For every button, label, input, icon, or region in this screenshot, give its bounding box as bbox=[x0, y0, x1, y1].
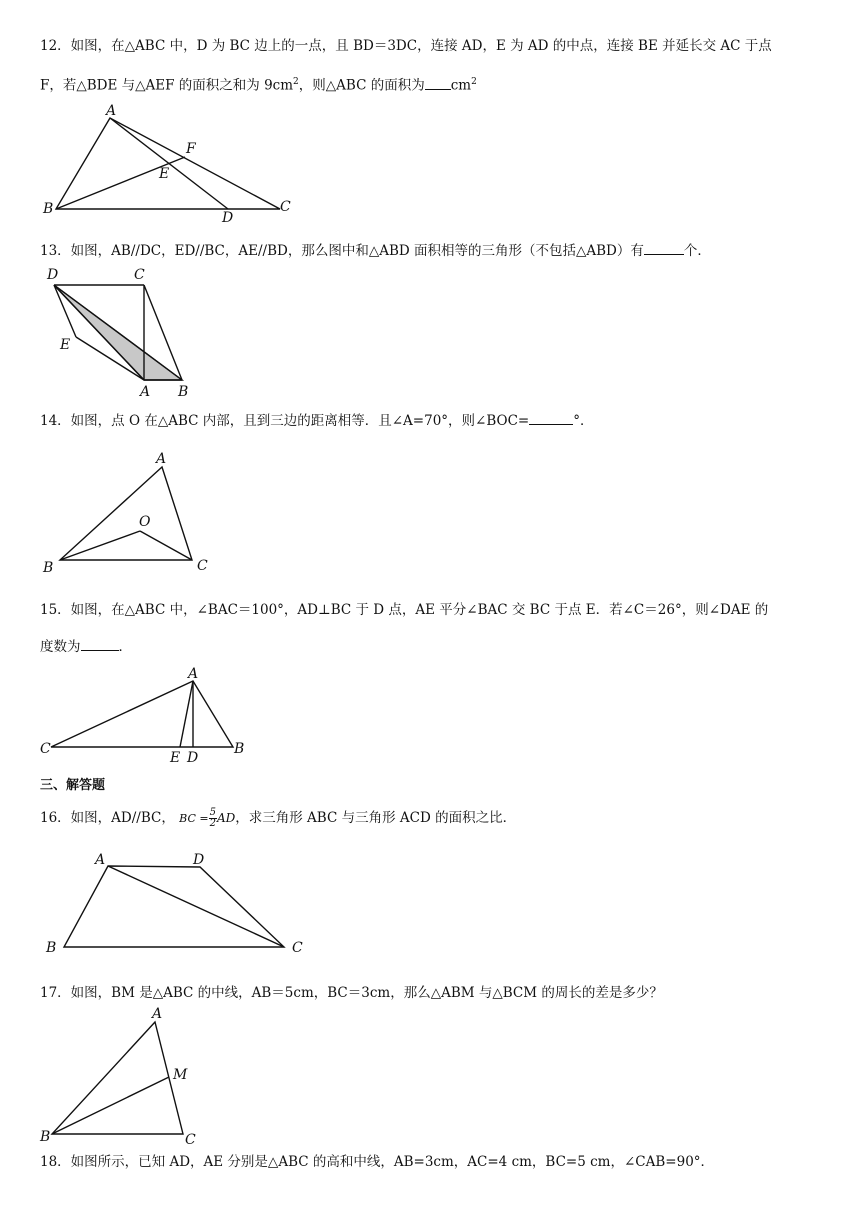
q15-label-b: B bbox=[234, 741, 245, 757]
q13-label-d: D bbox=[47, 267, 59, 283]
q16-frac-num: 5 bbox=[209, 807, 216, 818]
q14-text-a: 14．如图，点 O 在△ABC 内部，且到三边的距离相等．且∠A=70°，则∠BOC= bbox=[40, 413, 530, 429]
q12-segment-bf bbox=[56, 157, 185, 209]
q17-triangle-abc bbox=[52, 1022, 183, 1134]
q17-line: 17．如图，BM 是△ABC 的中线，AB＝5cm，BC＝3cm，那么△ABM 与△BCM 的周长的差是多少？ bbox=[40, 985, 663, 1001]
q15-figure bbox=[40, 665, 260, 770]
q15-label-e: E bbox=[170, 750, 181, 766]
q15-label-d: D bbox=[187, 750, 199, 766]
q12-label-b: B bbox=[43, 201, 54, 217]
q16-label-a: A bbox=[95, 852, 106, 868]
q13-label-b: B bbox=[178, 384, 189, 400]
q12-label-f: F bbox=[186, 141, 196, 157]
q14-figure bbox=[40, 445, 220, 580]
q16-label-d: D bbox=[193, 852, 205, 868]
q16-segment-ac bbox=[108, 866, 284, 947]
q14-label-c: C bbox=[197, 558, 208, 574]
q13-label-a: A bbox=[140, 384, 151, 400]
q15-answer-blank[interactable] bbox=[81, 636, 119, 651]
q12-line2 bbox=[40, 72, 477, 96]
q13-text-b: 个． bbox=[683, 243, 711, 259]
q13-label-c: C bbox=[134, 267, 145, 283]
q17-figure bbox=[40, 1005, 210, 1150]
q15-triangle-abc bbox=[51, 681, 233, 747]
q13-segment-da bbox=[54, 285, 144, 380]
q12-label-e: E bbox=[159, 166, 170, 182]
q14-triangle-abc bbox=[60, 467, 192, 560]
q14-segment-bo bbox=[60, 531, 140, 560]
q12-sup2: 2 bbox=[471, 77, 477, 87]
q12-label-c: C bbox=[280, 199, 291, 215]
q16-fraction bbox=[209, 808, 217, 829]
q17-segment-bm bbox=[52, 1077, 169, 1134]
q17-label-c: C bbox=[185, 1132, 196, 1148]
q16-text-a: 16．如图，AD//BC， bbox=[40, 810, 175, 826]
q16-frac-rhs: AD bbox=[216, 811, 236, 825]
q14-label-a: A bbox=[156, 451, 167, 467]
q12-figure bbox=[40, 100, 310, 225]
q15-label-a: A bbox=[188, 666, 199, 682]
q16-label-c: C bbox=[292, 940, 303, 956]
q15-line2-b: ． bbox=[118, 639, 132, 655]
q12-line2-a: F，若△BDE 与△AEF 的面积之和为 9cm bbox=[40, 77, 294, 94]
q13-line bbox=[40, 240, 711, 261]
q13-text-a: 13．如图，AB//DC，ED//BC，AE//BD，那么图中和△ABD 面积相等的三角形（不包括△ABD）有 bbox=[40, 243, 644, 259]
q18-line: 18．如图所示，已知 AD，AE 分别是△ABC 的高和中线，AB=3cm，AC=4 cm，BC=5 cm，∠CAB=90°． bbox=[40, 1154, 715, 1170]
q14-line bbox=[40, 410, 594, 431]
q14-text-b: °． bbox=[573, 413, 594, 429]
q12-label-d: D bbox=[222, 210, 234, 226]
q12-label-a: A bbox=[106, 103, 117, 119]
q12-line2-b: ，则△ABC 的面积为 bbox=[298, 77, 425, 94]
q16-label-b: B bbox=[46, 940, 57, 956]
q12-answer-blank[interactable] bbox=[425, 75, 451, 90]
q17-label-a: A bbox=[152, 1006, 163, 1022]
q15-label-c: C bbox=[40, 741, 51, 757]
q13-label-e: E bbox=[60, 337, 71, 353]
q16-line bbox=[40, 808, 516, 829]
q17-label-b: B bbox=[40, 1129, 51, 1145]
q17-label-m: M bbox=[173, 1067, 188, 1083]
q15-line2-a: 度数为 bbox=[40, 639, 81, 655]
q15-line2 bbox=[40, 636, 132, 657]
q15-line1: 15．如图，在△ABC 中，∠BAC＝100°，AD⊥BC 于 D 点，AE 平分∠BAC 交 BC 于点 E．若∠C＝26°，则∠DAE 的 bbox=[40, 602, 769, 618]
q16-text-b: ，求三角形 ABC 与三角形 ACD 的面积之比． bbox=[235, 810, 517, 826]
q15-segment-ae bbox=[180, 681, 193, 747]
q14-label-o: O bbox=[139, 514, 151, 530]
q16-frac-den: 2 bbox=[209, 818, 216, 829]
q16-figure bbox=[40, 848, 310, 958]
q12-sup: 2 bbox=[293, 77, 299, 87]
q16-trapezoid-abcd bbox=[64, 866, 284, 947]
q13-answer-blank[interactable] bbox=[644, 240, 684, 255]
q16-frac-lhs: BC = bbox=[179, 812, 209, 825]
q13-figure bbox=[40, 265, 210, 400]
q14-answer-blank[interactable] bbox=[529, 410, 573, 425]
section-heading: 三、解答题 bbox=[40, 778, 106, 793]
q12-line2-c: cm bbox=[450, 77, 472, 94]
q14-label-b: B bbox=[43, 560, 54, 576]
q12-line1: 12．如图，在△ABC 中，D 为 BC 边上的一点，且 BD＝3DC，连接 AD，E 为 AD 的中点，连接 BE 并延长交 AC 于点 bbox=[40, 38, 772, 54]
